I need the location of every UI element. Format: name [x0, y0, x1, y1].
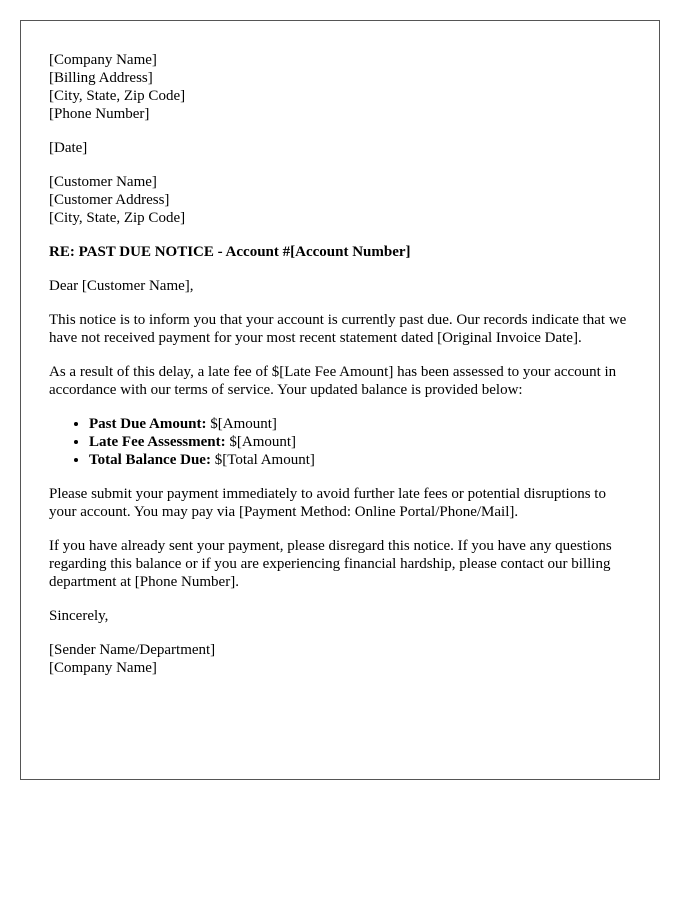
signature-block — [49, 641, 631, 677]
sender-address-block — [49, 51, 631, 123]
balance-item-value: $[Total Amount] — [214, 452, 315, 468]
balance-item-label: Total Balance Due: — [89, 452, 211, 468]
balance-item-past-due — [89, 415, 631, 433]
letter-date: [Date] — [49, 140, 88, 156]
signature-company-name: [Company Name] — [49, 660, 157, 676]
signature-sender-name: [Sender Name/Department] — [49, 642, 216, 658]
recipient-address: [Customer Address] — [49, 192, 170, 208]
letter-page — [20, 20, 660, 780]
sender-company-name: [Company Name] — [49, 52, 157, 68]
sender-phone-number: [Phone Number] — [49, 106, 150, 122]
closing: Sincerely, — [49, 608, 109, 624]
intro-paragraph: This notice is to inform you that your account is currently past due. Our records indicate that we have not received payment for your most recent statement dated [Original Invoice Date]. — [49, 312, 627, 346]
balance-summary-list — [49, 415, 631, 469]
balance-item-value: $[Amount] — [210, 416, 277, 432]
date-block — [49, 139, 631, 157]
balance-item-late-fee — [89, 433, 631, 451]
balance-item-value: $[Amount] — [229, 434, 297, 450]
balance-item-label: Past Due Amount: — [89, 416, 207, 432]
subject-line: RE: PAST DUE NOTICE - Account #[Account Number] — [49, 244, 411, 260]
disregard-paragraph: If you have already sent your payment, please disregard this notice. If you have any questions regarding this balance or if you are experiencing financial hardship, please contact our billing department at [Phone Number]. — [49, 538, 612, 590]
sender-city-state-zip: [City, State, Zip Code] — [49, 88, 186, 104]
recipient-name: [Customer Name] — [49, 174, 157, 190]
recipient-address-block — [49, 173, 631, 227]
payment-request-paragraph: Please submit your payment immediately to avoid further late fees or potential disruptions to your account. You may pay via [Payment Method: Online Portal/Phone/Mail]. — [49, 486, 606, 520]
recipient-city-state-zip: [City, State, Zip Code] — [49, 210, 186, 226]
sender-billing-address: [Billing Address] — [49, 70, 153, 86]
balance-item-total — [89, 451, 631, 469]
salutation: Dear [Customer Name], — [49, 278, 194, 294]
late-fee-paragraph: As a result of this delay, a late fee of $[Late Fee Amount] has been assessed to your account in accordance with our terms of service. Your updated balance is provided below: — [49, 364, 617, 398]
balance-item-label: Late Fee Assessment: — [89, 434, 226, 450]
